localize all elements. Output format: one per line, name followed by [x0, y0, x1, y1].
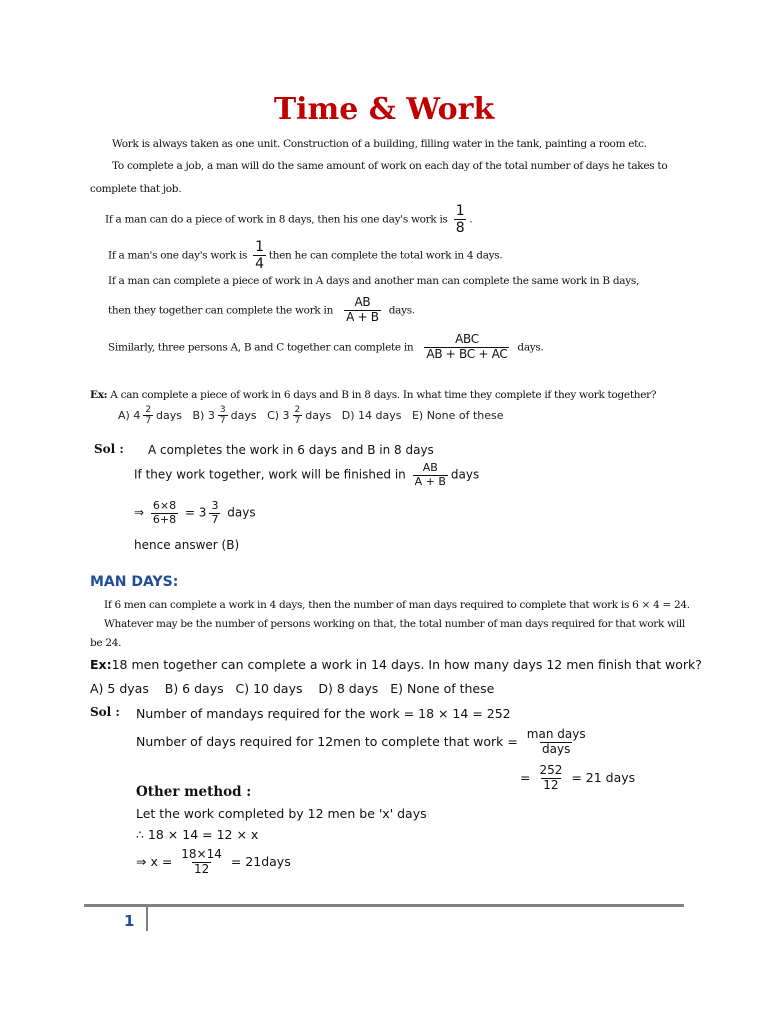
rule-4: then they together can complete the work in $\frac{AB}{A + B}$ days.: [108, 295, 415, 324]
option-e: E) None of these: [411, 408, 504, 422]
solution-1-line-4: hence answer (B): [134, 538, 240, 552]
option-c: C) 10 days: [235, 681, 303, 696]
example-2-options: [90, 681, 494, 696]
intro-line-3: complete that job.: [90, 183, 182, 195]
rule-2-text: If a man's one day's work is: [108, 249, 248, 262]
option-d: D) 8 days: [318, 681, 379, 696]
solution-2-line-3: = $\frac{252}{12}$ = 21 days: [520, 763, 636, 792]
option-a: A) 5 dyas: [90, 681, 149, 696]
solution-1-line-3: ⇒ $\frac{6\times 8}{6+8}$ = 3 $\frac{3}{7}$ days: [134, 499, 256, 526]
example-1-question: Ex: A can complete a piece of work in 6 days and B in 8 days. In what time they complete if they work together?: [90, 389, 657, 401]
solution-1-line-2: If they work together, work will be finished in $\frac{AB}{A + B}$ days: [134, 461, 480, 488]
solution-2-label: Sol :: [90, 705, 120, 719]
solution-1-line-1: A completes the work in 6 days and B in 8 days: [148, 443, 434, 457]
footer-rule: [84, 904, 684, 907]
example-2-question: Ex:18 men together can complete a work in 14 days. In how many days 12 men finish that work?: [90, 657, 702, 672]
solution-2-line-2: Number of days required for 12men to complete that work = $\frac{\text{man days}}{\text{days}}$: [136, 727, 586, 756]
rule-2: [108, 239, 502, 272]
rule-5-text: Similarly, three persons A, B and C together can complete in: [108, 341, 414, 354]
man-days-line-1: If 6 men can complete a work in 4 days, then the number of man days required to complete that work is 6 × 4 = 24.: [104, 599, 690, 611]
footer-divider: [146, 907, 148, 931]
other-method-line-2: ∴ 18 × 14 = 12 × x: [136, 827, 259, 842]
other-method-line-3: ⇒ x = $\frac{18\times 14}{12}$ = 21days: [136, 847, 291, 876]
man-days-heading: MAN DAYS:: [90, 574, 179, 590]
other-method-heading: Other method :: [136, 784, 252, 800]
man-days-line-3: be 24.: [90, 637, 122, 649]
fraction-ab-over-a-plus-b: $\frac{AB}{A + B}$: [346, 295, 379, 324]
option-b: B) 6 days: [164, 681, 224, 696]
option-e: E) None of these: [390, 681, 495, 696]
option-a: A) 4 $\frac{2}{7}$ days: [118, 405, 183, 427]
fraction-one-eighth: $\frac{1}{8}$: [455, 203, 465, 237]
page-title: Time & Work: [273, 92, 495, 127]
implies-icon: ⇒: [134, 505, 145, 520]
solution-1-label: Sol :: [94, 442, 124, 456]
rule-1-text: If a man can do a piece of work in 8 days, then his one day's work is: [105, 213, 448, 226]
man-days-line-2: Whatever may be the number of persons working on that, the total number of man days required for that work will: [104, 618, 685, 630]
example-1-options: [118, 405, 504, 427]
solution-2-line-1: Number of mandays required for the work = 18 × 14 = 252: [136, 706, 511, 721]
page-number: 1: [124, 912, 135, 930]
rule-4-text: then they together can complete the work in: [108, 304, 334, 317]
intro-line-1: Work is always taken as one unit. Construction of a building, filling water in the tank, painting a room etc.: [112, 138, 647, 150]
rule-3: If a man can complete a piece of work in A days and another man can complete the same work in B days,: [108, 275, 639, 287]
rule-1: If a man can do a piece of work in 8 days, then his one day's work is $\frac{1}{8}$ .: [105, 203, 473, 237]
other-method-line-1: Let the work completed by 12 men be 'x' days: [136, 806, 427, 821]
intro-line-2: To complete a job, a man will do the same amount of work on each day of the total number of days he takes to: [112, 160, 668, 172]
option-b: B) 3 $\frac{3}{7}$ days: [192, 405, 257, 427]
fraction-abc: $\frac{\text{ABC}}{AB + BC + AC}$: [426, 332, 508, 361]
fraction-one-fourth: $\frac{1}{4}$: [255, 239, 264, 273]
option-c: C) 3 $\frac{2}{7}$ days: [267, 405, 332, 427]
rule-2-end: then he can complete the total work in 4 days.: [268, 249, 503, 262]
rule-5: Similarly, three persons A, B and C together can complete in $\frac{\text{ABC}}{AB + BC + AC}$ days.: [108, 332, 544, 361]
option-d: D) 14 days: [341, 408, 402, 422]
